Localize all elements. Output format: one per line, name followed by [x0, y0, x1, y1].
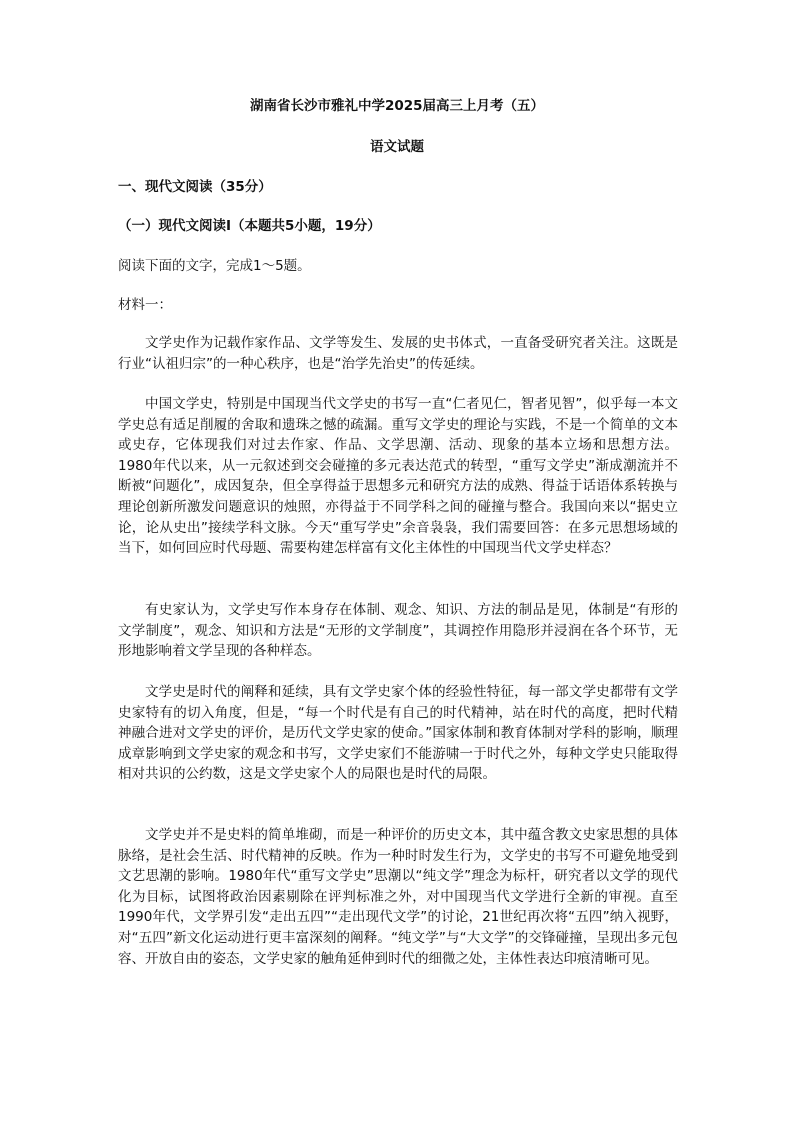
paragraph-4: 文学史是时代的阐释和延续，具有文学史家个体的经验性特征，每一部文学史都带有文学史家特有的切入角度，但是，“每一个时代是有自己的时代精神，站在时代的高度，把时代精神融合进对文学史的评价，是历代文学史家的使命。”国家体制和教育体制对学科的影响，顺理成章影响到文学史家的观念和书写，文学史家们不能游啸一于时代之外，每种文学史只能取得相对共识的公约数，这是文学史家个人的局限也是时代的局限。: [118, 684, 678, 783]
exam-subject: 语文试题: [370, 139, 424, 155]
material-label: 材料一：: [118, 297, 172, 313]
paragraph-2: 中国文学史，特别是中国现当代文学史的书写一直“仁者见仁，智者见智”，似乎每一本文学史总有适足削履的舍取和遗珠之憾的疏漏。重写文学史的理论与实践，不是一个简单的文本或史存，它体现我们对过去作家、作品、文学思潮、活动、现象的基本立场和思想方法。1980年代以来，从一元叙述到交会碰撞的多元表达范式的转型，“重写文学史”渐成潮流并不断被“问题化”，成因复杂，但全享得益于思想多元和研究方法的成熟、得益于话语体系转换与理论创新所激发问题意识的烛照，亦得益于不同学科之间的碰撞与整合。我国向来以“据史立论，论从史出”接续学科文脉。今天“重写学史”余音袅袅，我们需要回答：在多元思想场域的当下，如何回应时代母题、需要构建怎样富有文化主体性的中国现当代文学史样态？: [118, 396, 678, 557]
subsection-heading: （一）现代文阅读Ⅰ（本题共5小题，19分）: [118, 218, 381, 234]
paragraph-3: 有史家认为，文学史写作本身存在体制、观念、知识、方法的制品是见，体制是“有形的文学制度”，观念、知识和方法是“无形的文学制度”，其调控作用隐形并浸润在各个环节，无形地影响着文学呈现的各种样态。: [118, 602, 678, 660]
paragraph-5: 文学史并不是史料的简单堆砌，而是一种评价的历史文本，其中蕴含教文史家思想的具体脉络，是社会生活、时代精神的反映。作为一种时时发生行为，文学史的书写不可避免地受到文艺思潮的影响。1980年代“重写文学史”思潮以“纯文学”理念为标杆，研究者以文学的现代化为目标，试图将政治因素剔除在评判标准之外，对中国现当代文学进行全新的审视。直至1990年代，文学界引发“走出五四”“走出现代文学”的讨论，21世纪再次将“五四”纳入视野，对“五四”新文化运动进行更丰富深刻的阐释。“纯文学”与“大文学”的交锋碰撞，呈现出多元包容、开放自由的姿态，文学史家的触角延伸到时代的细微之处，主体性表达印痕清晰可见。: [118, 827, 678, 967]
reading-instruction: 阅读下面的文字，完成1～5题。: [118, 258, 311, 274]
section-heading: 一、现代文阅读（35分）: [118, 179, 272, 195]
paragraph-1: 文学史作为记载作家作品、文学等发生、发展的史书体式，一直备受研究者关注。这既是行业“认祖归宗”的一种心秩序，也是“治学先治史”的传延续。: [118, 335, 678, 372]
exam-title: 湖南省长沙市雅礼中学2025届高三上月考（五）: [249, 98, 545, 114]
